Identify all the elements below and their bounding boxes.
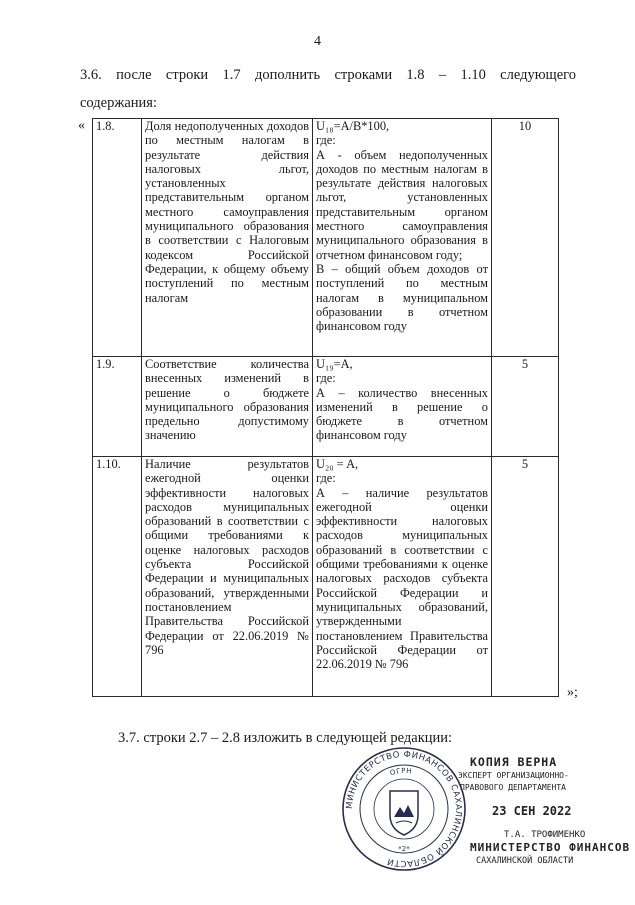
indicator-formula bbox=[313, 119, 492, 357]
indicator-score: 5 bbox=[492, 457, 559, 697]
copy-stamp-department: ПРАВОВОГО ДЕПАРТАМЕНТА bbox=[460, 783, 566, 792]
copy-stamp-region: САХАЛИНСКОЙ ОБЛАСТИ bbox=[476, 856, 574, 866]
page-number: 4 bbox=[314, 34, 321, 49]
indicator-name: Наличие результатов ежегодной оценки эффективности налоговых расходов муниципальных образований в соответствии с общими требованиями к оценке налоговых расходов субъекта Российской Федерации и муниципальных образований, утвержденными постановлением Правительства Российской Федерации от 22.06.2019 № 796 bbox=[142, 457, 313, 697]
indicator-formula bbox=[313, 357, 492, 457]
opening-quote: « bbox=[78, 118, 85, 133]
formula-line: где: bbox=[316, 133, 336, 148]
seal-inner-text: ОГРН bbox=[389, 766, 413, 778]
table-row bbox=[93, 357, 559, 457]
formula-line: где: bbox=[316, 371, 336, 386]
formula-line: А - объем недополученных доходов по местным налогам в результате действия налоговых льгот, установленных представительным органом местного самоуправления муниципального образования в отчетном финансовом году; bbox=[316, 147, 488, 262]
copy-stamp-position: ЭКСПЕРТ ОРГАНИЗАЦИОННО- bbox=[458, 771, 569, 780]
coat-of-arms-icon bbox=[390, 791, 418, 835]
intro-paragraph: 3.6. после строки 1.7 дополнить строками 1.8 – 1.10 следующего bbox=[80, 67, 576, 83]
formula-line: где: bbox=[316, 471, 336, 486]
copy-stamp-ministry: МИНИСТЕРСТВО ФИНАНСОВ bbox=[470, 841, 631, 854]
indicator-score: 10 bbox=[492, 119, 559, 357]
formula-line: А – количество внесенных изменений в решение о бюджете в отчетном финансовом году bbox=[316, 385, 488, 443]
formula-line: В – общий объем доходов от поступлений по местным налогам в муниципальном образовании в отчетном финансовом году bbox=[316, 261, 488, 334]
table-row bbox=[93, 457, 559, 697]
indicator-table bbox=[92, 118, 559, 697]
copy-stamp-date: 23 СЕН 2022 bbox=[492, 804, 572, 818]
seal-ring-text: МИНИСТЕРСТВО ФИНАНСОВ САХАЛИНСКОЙ ОБЛАСТИ bbox=[344, 749, 464, 869]
table-row bbox=[93, 119, 559, 357]
paragraph-3-7: 3.7. строки 2.7 – 2.8 изложить в следующей редакции: bbox=[118, 730, 453, 746]
row-number: 1.8. bbox=[93, 119, 142, 357]
indicator-name: Соответствие количества внесенных изменений в решение о бюджете муниципального образования предельно допустимому значению bbox=[142, 357, 313, 457]
copy-stamp-signer: Т.А. ТРОФИМЕНКО bbox=[504, 830, 586, 840]
row-number: 1.10. bbox=[93, 457, 142, 697]
closing-quote: »; bbox=[567, 685, 578, 700]
indicator-formula bbox=[313, 457, 492, 697]
formula-line: U₁₉=A, bbox=[316, 357, 353, 371]
formula-line: U₁₈=A/B*100, bbox=[316, 119, 390, 133]
row-number: 1.9. bbox=[93, 357, 142, 457]
formula-line: А – наличие результатов ежегодной оценки эффективности налоговых расходов муниципальных образований в соответствии с общими требованиями к оценке налоговых расходов субъекта Российской Федерации и муниципальных образований, утвержденными постановлением Правительства Российской Федерации от 22.06.2019 № 796 bbox=[316, 485, 488, 672]
indicator-name: Доля недополученных доходов по местным налогам в результате действия налоговых льгот, установленных представительным органом местного самоуправления муниципального образования в соответствии с Налоговым кодексом Российской Федерации, к общему объему поступлений по местным налогам bbox=[142, 119, 313, 357]
copy-stamp-title: КОПИЯ ВЕРНА bbox=[470, 755, 558, 769]
official-seal bbox=[340, 745, 468, 873]
formula-line: U₂₀ = A, bbox=[316, 457, 359, 471]
intro-paragraph-continuation: содержания: bbox=[80, 95, 158, 111]
indicator-score: 5 bbox=[492, 357, 559, 457]
seal-center-text: *2* bbox=[398, 845, 410, 853]
indicator-table-body bbox=[93, 119, 559, 697]
